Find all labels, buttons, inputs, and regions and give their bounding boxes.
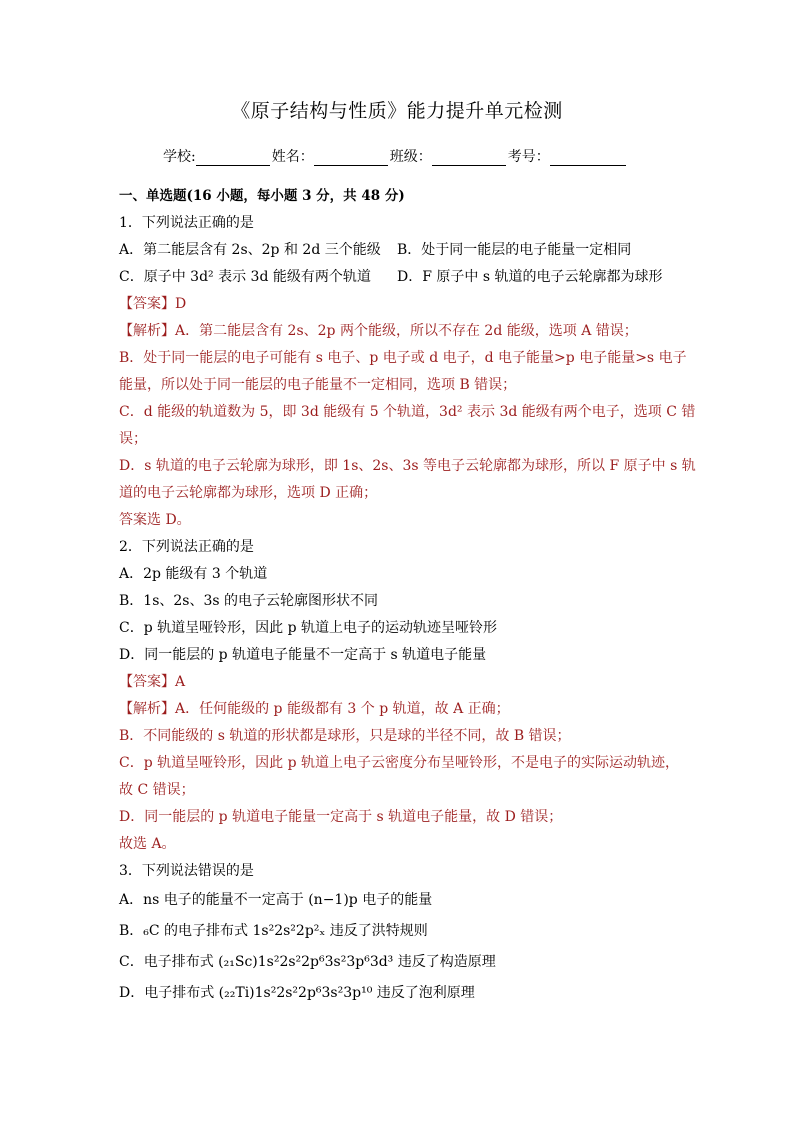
q2-explanation-line: C．p 轨道呈哑铃形，因此 p 轨道上电子云密度分布呈哑铃形，不是电子的实际运动轨迹，	[119, 755, 679, 771]
class-label: 班级：	[389, 149, 432, 165]
question-content	[119, 186, 696, 1009]
q2-option-b: B．1s、2s、3s 的电子云轮廓图形状不同	[119, 593, 379, 609]
exam-number-label: 考号：	[507, 149, 550, 165]
q2-answer: 【答案】A	[119, 674, 186, 690]
name-label: 姓名：	[271, 149, 314, 165]
q2-stem: 2．下列说法正确的是	[119, 539, 254, 555]
q1-options-row1	[119, 237, 679, 264]
q2-explanation-line: 【解析】A．任何能级的 p 能级都有 3 个 p 轨道，故 A 正确；	[119, 701, 510, 717]
q1-answer: 【答案】D	[119, 296, 187, 312]
q2-option-d: D．同一能层的 p 轨道电子能量不一定高于 s 轨道电子能量	[119, 647, 487, 663]
q1-explanation-line: D．s 轨道的电子云轮廓为球形，即 1s、2s、3s 等电子云轮廓都为球形，所以 F 原子中 s 轨	[119, 458, 696, 474]
q1-explanation-line: C．d 能级的轨道数为 5，即 3d 能级有 5 个轨道，3d² 表示 3d 能级有两个电子，选项 C 错	[119, 404, 696, 420]
q1-explanation-line: 道的电子云轮廓都为球形，选项 D 正确；	[119, 485, 378, 501]
q1-explanation-line: B．处于同一能层的电子可能有 s 电子、p 电子或 d 电子，d 电子能量>p 电子能量>s 电子	[119, 350, 687, 366]
q2-explanation-line: B．不同能级的 s 轨道的形状都是球形，只是球的半径不同，故 B 错误；	[119, 728, 571, 744]
q1-option-b: B．处于同一能层的电子能量一定相同	[397, 242, 632, 258]
page-title: 《原子结构与性质》能力提升单元检测	[231, 100, 563, 122]
student-info-row	[163, 146, 628, 166]
q3-option-a: A．ns 电子的能量不一定高于 (n−1)p 电子的能量	[119, 892, 433, 908]
school-label: 学校:	[163, 149, 196, 165]
q3-stem: 3．下列说法错误的是	[119, 863, 254, 879]
q2-explanation-line: D．同一能层的 p 轨道电子能量一定高于 s 轨道电子能量，故 D 错误；	[119, 809, 563, 825]
q3-option-c: C．电子排布式 (₂₁Sc)1s²2s²2p⁶3s²3p⁶3d³ 违反了构造原理	[119, 954, 496, 970]
q1-option-c: C．原子中 3d² 表示 3d 能级有两个轨道	[119, 269, 371, 285]
q3-option-b: B．₆C 的电子排布式 1s²2s²2p²ₓ 违反了洪特规则	[119, 923, 428, 939]
q1-stem: 1．下列说法正确的是	[119, 215, 254, 231]
q1-options-row2	[119, 264, 679, 291]
class-blank[interactable]	[432, 151, 506, 166]
q1-explanation-line: 【解析】A．第二能层含有 2s、2p 两个能级，所以不存在 2d 能级，选项 A 错误；	[119, 323, 638, 339]
q1-explanation-line: 误；	[119, 431, 147, 447]
q2-option-a: A．2p 能级有 3 个轨道	[119, 566, 268, 582]
section-heading: 一、单选题(16 小题，每小题 3 分，共 48 分)	[119, 188, 405, 204]
q1-option-a: A．第二能层含有 2s、2p 和 2d 三个能级	[119, 242, 381, 258]
school-blank[interactable]	[196, 151, 270, 166]
q2-option-c: C．p 轨道呈哑铃形，因此 p 轨道上电子的运动轨迹呈哑铃形	[119, 620, 497, 636]
q3-option-d: D．电子排布式 (₂₂Ti)1s²2s²2p⁶3s²3p¹⁰ 违反了泡利原理	[119, 985, 475, 1001]
q1-conclusion: 答案选 D。	[119, 512, 191, 528]
name-blank[interactable]	[314, 151, 388, 166]
q1-option-d: D．F 原子中 s 轨道的电子云轮廓都为球形	[397, 269, 663, 285]
q2-conclusion: 故选 A。	[119, 836, 176, 852]
exam-number-blank[interactable]	[550, 151, 626, 166]
q2-explanation-line: 故 C 错误；	[119, 782, 195, 798]
q1-explanation-line: 能量，所以处于同一能层的电子能量不一定相同，选项 B 错误；	[119, 377, 517, 393]
